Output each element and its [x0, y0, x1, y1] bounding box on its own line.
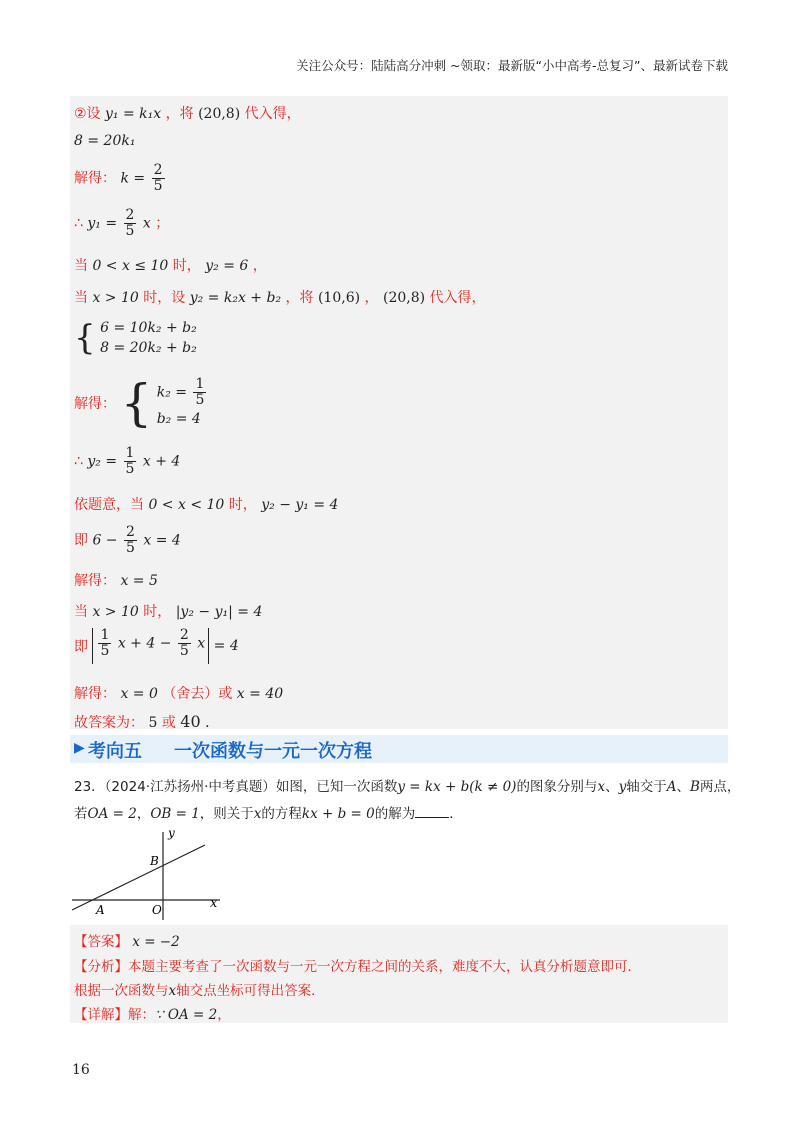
text: 时，设: [143, 290, 186, 306]
text: 、: [676, 779, 690, 795]
math: y₂ = 6: [205, 258, 249, 274]
text: 当: [74, 290, 88, 306]
text: 解：: [128, 1007, 155, 1023]
fraction: [124, 208, 137, 239]
analysis-tag: 【分析】: [74, 959, 128, 975]
math: OB = 1: [150, 806, 200, 822]
math: k₂ =: [156, 384, 187, 400]
answer-tag: 【答案】: [74, 934, 128, 950]
text: ②设: [74, 106, 101, 122]
numerator: 2: [126, 524, 135, 540]
analysis-line-2: [74, 979, 325, 999]
math: OA = 2: [87, 806, 137, 822]
text: 时，: [228, 497, 257, 513]
topic-heading: [70, 735, 728, 763]
math: x: [197, 635, 206, 652]
math: y₂ = k₂x + b₂: [189, 290, 282, 306]
text: 或: [161, 715, 176, 731]
math: (10,6): [317, 290, 361, 306]
solution-line-4: [74, 208, 169, 239]
math: x > 10: [92, 604, 139, 620]
math: y = kx + b(k ≠ 0): [397, 779, 517, 795]
text: 两点，: [699, 779, 741, 795]
text: ∴: [74, 453, 83, 470]
text: ，: [136, 806, 151, 822]
answer-line: [74, 930, 180, 950]
text: 时，: [172, 258, 201, 274]
label-y: y: [168, 828, 175, 840]
math: y: [618, 779, 627, 795]
numerator: 1: [100, 627, 110, 643]
solution-line-16: [74, 712, 219, 732]
text: 轴交点坐标可得出答案．: [176, 983, 325, 999]
math: k =: [120, 170, 146, 187]
math: 8 = 20k₁: [74, 133, 136, 149]
numerator: 2: [153, 162, 163, 178]
math: y₂ =: [87, 453, 118, 470]
text: 的解为: [374, 806, 416, 822]
math: x > 10: [92, 290, 139, 306]
label-a: A: [96, 903, 105, 917]
solution-line-6: [74, 287, 486, 307]
equation: 8 = 20k₂ + b₂: [100, 340, 197, 356]
system-lines: [100, 318, 197, 358]
text: 根据一次函数与: [74, 983, 169, 999]
denominator: 5: [153, 178, 163, 194]
solution-line-13: [74, 601, 262, 621]
math: (20,8): [382, 290, 426, 306]
equation: [157, 377, 209, 408]
math: x = 4: [143, 532, 181, 549]
text: 解得：: [74, 396, 116, 412]
equation: b₂ = 4: [156, 410, 201, 427]
math: 0 < x < 10: [148, 497, 225, 513]
text: 代入得，: [429, 290, 486, 306]
fraction: [98, 628, 111, 659]
solution-line-10: [74, 494, 338, 514]
denominator: 5: [125, 223, 135, 239]
numerator: 2: [125, 207, 135, 223]
denominator: 5: [126, 540, 135, 556]
text: 即: [74, 532, 88, 549]
text: ，: [364, 290, 379, 306]
denominator: 5: [100, 643, 110, 659]
solution-line-2: [74, 133, 135, 149]
text: 故答案为：: [74, 715, 144, 731]
math: y₁ =: [87, 215, 118, 232]
text: 当: [74, 258, 88, 274]
text: 当: [74, 604, 88, 620]
text: 时，: [143, 604, 172, 620]
text: 23．（2024·江苏扬州·中考真题）如图，已知一次函数: [74, 779, 398, 795]
fraction: [193, 377, 206, 408]
solution-line-5: [74, 255, 267, 275]
detail-line: [74, 1003, 231, 1023]
solution-line-11: [74, 525, 181, 556]
analysis-line: [74, 955, 641, 975]
numerator: 2: [179, 627, 189, 643]
text: 、: [605, 779, 619, 795]
question-line-1: [74, 775, 740, 795]
page-header: 关注公众号：陆陆高分冲刺 ~领取：最新版“小中高考-总复习”、最新试卷下载: [296, 58, 728, 73]
math: (20,8): [198, 106, 241, 122]
math: x = 40: [236, 686, 284, 702]
label-o: O: [152, 903, 162, 917]
system-lines: [157, 377, 209, 430]
topic-label: 考向五: [88, 741, 142, 762]
topic-title: 一次函数与一元一次方程: [174, 741, 372, 762]
text: ；: [155, 215, 170, 232]
text: 本题主要考查了一次函数与一元一次方程之间的关系，难度不大，认真分析题意即可．: [128, 959, 641, 975]
text: 若: [74, 806, 88, 822]
math: 6 −: [92, 532, 118, 549]
text: ，则关于: [199, 806, 254, 822]
math: 0 < x ≤ 10: [92, 258, 169, 274]
math: x: [597, 779, 606, 795]
math: kx + b = 0: [301, 806, 375, 822]
text: 轴交于: [626, 779, 667, 795]
text: 的方程: [261, 806, 302, 822]
text: 解得：: [74, 573, 116, 589]
math: A: [666, 779, 677, 795]
solution-line-15: [74, 683, 283, 703]
text: （舍去）或: [162, 686, 233, 702]
math: = 4: [213, 638, 239, 654]
solution-line-8: [74, 374, 208, 432]
answer-blank: [415, 817, 449, 818]
numerator: 1: [195, 375, 205, 392]
text: ，将: [285, 290, 314, 306]
text: ，: [217, 1007, 231, 1023]
text: 的图象分别与: [516, 779, 598, 795]
text: 依题意，当: [74, 497, 144, 513]
question-line-2: [74, 802, 463, 822]
page-number: 16: [72, 1062, 90, 1078]
math: x + 4: [142, 453, 181, 470]
equation-system-1: [74, 318, 197, 358]
math: |y₂ − y₁| = 4: [175, 604, 263, 620]
text: ，: [252, 258, 267, 274]
fraction: [152, 163, 165, 194]
math: x = −2: [132, 934, 180, 950]
denominator: 5: [195, 391, 205, 408]
math: y₁ = k₁x: [105, 106, 162, 122]
absolute-value: [92, 628, 209, 664]
label-x: x: [210, 896, 218, 911]
detail-tag: 【详解】: [74, 1007, 128, 1023]
text: ．: [449, 806, 463, 822]
text: 解得：: [74, 686, 116, 702]
denominator: 5: [125, 461, 135, 477]
math: 40: [180, 712, 201, 731]
text: ，将: [165, 106, 194, 122]
numerator: 1: [125, 445, 135, 461]
solution-line-3: [74, 163, 167, 194]
fraction: [124, 525, 137, 556]
text: 解得：: [74, 170, 116, 187]
math: x: [168, 983, 177, 999]
solution-line-1: [74, 103, 301, 123]
solution-line-12: [74, 570, 158, 590]
equation: 6 = 10k₂ + b₂: [100, 320, 197, 336]
brace-icon: {: [120, 374, 153, 432]
math: 5: [148, 715, 158, 731]
text: ．: [205, 715, 220, 731]
linear-function-graph: [70, 828, 230, 923]
solution-line-14: [74, 628, 239, 664]
math: x + 4 −: [117, 635, 172, 652]
math: x = 0: [120, 686, 158, 702]
math: x: [253, 806, 262, 822]
triangle-icon: ▶: [74, 740, 85, 756]
math: x: [142, 215, 151, 232]
math: B: [689, 779, 700, 795]
denominator: 5: [179, 643, 189, 659]
math: y₂ − y₁ = 4: [261, 497, 339, 513]
text: 代入得，: [244, 106, 301, 122]
math: x = 5: [120, 573, 158, 589]
text: ∴: [74, 215, 83, 232]
fraction: [178, 628, 191, 659]
text: 即: [74, 639, 88, 655]
brace-icon: {: [74, 318, 96, 358]
fraction: [124, 446, 137, 477]
label-b: B: [150, 854, 159, 868]
math: ∵ OA = 2: [155, 1007, 218, 1023]
solution-line-9: [74, 446, 180, 477]
